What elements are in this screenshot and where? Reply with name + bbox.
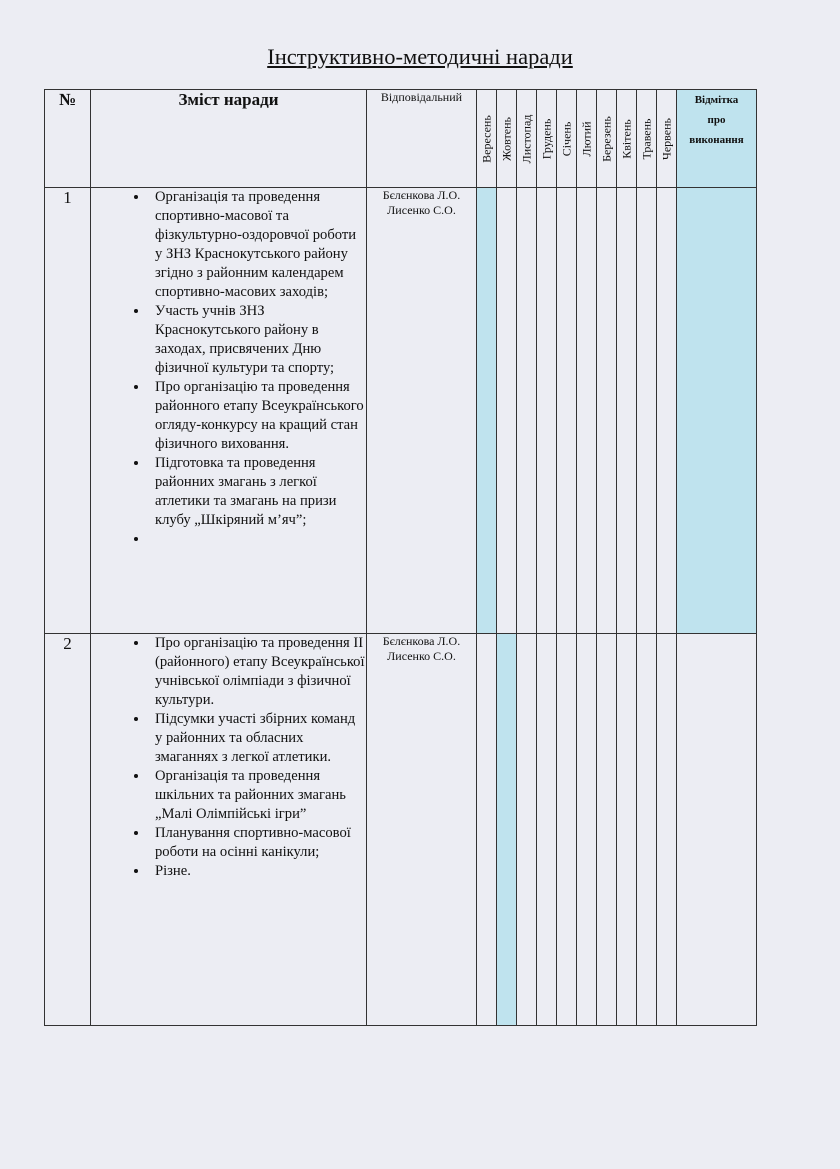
month-header-april: Квітень [617, 90, 637, 188]
month-cell-june [657, 634, 677, 1026]
month-header-december: Грудень [537, 90, 557, 188]
completion-mark-cell [677, 188, 757, 634]
agenda-item: • Різне. [149, 862, 366, 881]
month-cell-february [577, 188, 597, 634]
number-header: № [45, 90, 91, 188]
month-cell-january [557, 188, 577, 634]
month-header-february: Лютий [577, 90, 597, 188]
completion-mark-cell [677, 634, 757, 1026]
month-header-june: Червень [657, 90, 677, 188]
agenda-item: • Організація та проведення спортивно-масової та фізкультурно-оздоровчої роботи у ЗНЗ Краснокутського району згідно з районним календарем спортивно-масових заходів; [149, 188, 366, 302]
row-number: 1 [45, 188, 91, 634]
responsible-cell [367, 188, 477, 634]
month-cell-september [477, 188, 497, 634]
month-header-september: Вересень [477, 90, 497, 188]
agenda-item: • Про організацію та проведення районного етапу Всеукраїнського огляду-конкурсу на кращий стан фізичного виховання. [149, 378, 366, 454]
agenda-item: • Участь учнів ЗНЗ Краснокутського району в заходах, присвячених Дню фізичної культури та спорту; [149, 302, 366, 378]
month-cell-may [637, 634, 657, 1026]
content-header: Зміст наради [91, 90, 367, 188]
month-cell-march [597, 634, 617, 1026]
month-header-november: Листопад [517, 90, 537, 188]
completion-mark-header: Відмітка про виконання [677, 90, 757, 188]
agenda-item: • Планування спортивно-масової роботи на осінні канікули; [149, 824, 366, 862]
month-header-january: Січень [557, 90, 577, 188]
table-row [45, 188, 757, 634]
agenda-item: • Організація та проведення шкільних та районних змагань „Малі Олімпійські ігри” [149, 767, 366, 824]
agenda-item-empty [149, 530, 366, 552]
month-cell-october [497, 634, 517, 1026]
month-cell-november [517, 188, 537, 634]
responsible-header: Відповідальний [367, 90, 477, 188]
table-row [45, 634, 757, 1026]
month-cell-october [497, 188, 517, 634]
month-cell-february [577, 634, 597, 1026]
header-row [45, 90, 757, 188]
month-cell-september [477, 634, 497, 1026]
month-cell-may [637, 188, 657, 634]
page-title: Інструктивно-методичні наради [267, 44, 573, 69]
month-cell-april [617, 188, 637, 634]
month-cell-december [537, 634, 557, 1026]
month-cell-january [557, 634, 577, 1026]
month-header-march: Березень [597, 90, 617, 188]
responsible-person: Лисенко С.О. [387, 203, 456, 217]
month-cell-december [537, 188, 557, 634]
responsible-cell [367, 634, 477, 1026]
agenda-list [91, 188, 366, 552]
responsible-person: Бєлєнкова Л.О. [382, 634, 461, 648]
agenda-item: • Підготовка та проведення районних змагань з легкої атлетики та змагань на призи клубу „Шкіряний м’яч”; [149, 454, 366, 530]
month-cell-april [617, 634, 637, 1026]
month-header-october: Жовтень [497, 90, 517, 188]
row-content [91, 634, 367, 1026]
row-content [91, 188, 367, 634]
month-cell-march [597, 188, 617, 634]
responsible-person: Лисенко С.О. [387, 649, 456, 663]
agenda-list [91, 634, 366, 881]
month-header-may: Травень [637, 90, 657, 188]
agenda-item: • Про організацію та проведення ІІ (районного) етапу Всеукраїнської учнівської олімпіади з фізичної культури. [149, 634, 366, 710]
responsible-person: Бєлєнкова Л.О. [382, 188, 461, 202]
month-cell-november [517, 634, 537, 1026]
agenda-item: • Підсумки участі збірних команд у районних та обласних змаганнях з легкої атлетики. [149, 710, 366, 767]
month-cell-june [657, 188, 677, 634]
row-number: 2 [45, 634, 91, 1026]
meetings-table [44, 89, 757, 1026]
